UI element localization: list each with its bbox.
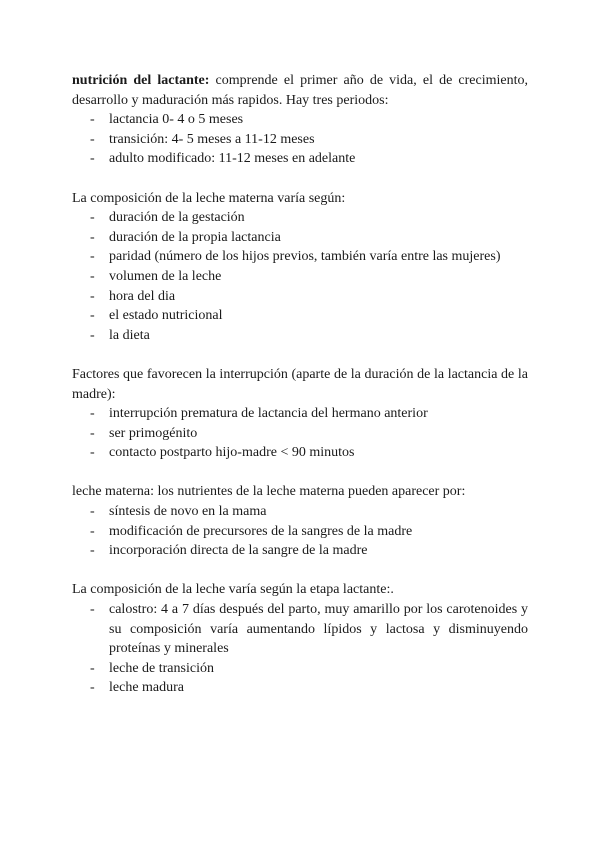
list-item — [72, 306, 528, 326]
bullet-dash: - — [90, 308, 95, 324]
bullet-dash: - — [90, 602, 95, 618]
list-item-text: interrupción prematura de lactancia del hermano anterior — [109, 406, 428, 422]
bullet-dash: - — [90, 151, 95, 167]
bullet-dash: - — [90, 680, 95, 696]
bullet-dash: - — [90, 268, 95, 284]
bullet-list — [72, 502, 528, 561]
section-intro: La composición de la leche varía según la etapa lactante:. — [72, 582, 394, 598]
section-intro: leche materna: los nutrientes de la leche materna pueden aparecer por: — [72, 484, 466, 500]
bullet-dash: - — [90, 288, 95, 304]
list-item — [72, 130, 528, 150]
list-item-text: leche madura — [109, 680, 185, 696]
list-item-text: ser primogénito — [109, 425, 198, 441]
list-item — [72, 267, 528, 287]
list-item-text: leche de transición — [109, 660, 214, 676]
section-nutrientes-leche — [72, 482, 528, 560]
bullet-dash: - — [90, 504, 95, 520]
list-item — [72, 443, 528, 463]
list-item — [72, 502, 528, 522]
list-item-text: paridad (número de los hijos previos, también varía entre las mujeres) — [109, 249, 501, 265]
bullet-list — [72, 110, 528, 169]
list-item-text: modificación de precursores de la sangres de la madre — [109, 523, 413, 539]
bullet-list — [72, 208, 528, 345]
list-item-text: adulto modificado: 11-12 meses en adelante — [109, 151, 356, 167]
list-item — [72, 522, 528, 542]
document-body — [72, 71, 528, 718]
section-heading: nutrición del lactante: — [72, 73, 210, 88]
list-item-text: síntesis de novo en la mama — [109, 504, 267, 520]
bullet-dash: - — [90, 229, 95, 245]
list-item-text: lactancia 0- 4 o 5 meses — [109, 112, 244, 128]
list-item-text: contacto postparto hijo-madre < 90 minutos — [109, 445, 355, 461]
list-item-text: calostro: 4 a 7 días después del parto, muy amarillo por los carotenoides y su composición varía aumentando lípidos y lactosa y disminuyendo proteínas y minerales — [109, 602, 528, 657]
bullet-dash: - — [90, 210, 95, 226]
bullet-dash: - — [90, 131, 95, 147]
list-item — [72, 659, 528, 679]
list-item — [72, 228, 528, 248]
list-item-text: el estado nutricional — [109, 308, 223, 324]
section-nutricion-lactante — [72, 71, 528, 169]
bullet-dash: - — [90, 112, 95, 128]
list-item-text: duración de la propia lactancia — [109, 229, 281, 245]
bullet-dash: - — [90, 327, 95, 343]
list-item-text: volumen de la leche — [109, 268, 222, 284]
bullet-list — [72, 600, 528, 698]
bullet-dash: - — [90, 425, 95, 441]
bullet-dash: - — [90, 523, 95, 539]
section-factores-interrupcion — [72, 365, 528, 463]
bullet-dash: - — [90, 445, 95, 461]
list-item-text: transición: 4- 5 meses a 11-12 meses — [109, 131, 315, 147]
list-item — [72, 678, 528, 698]
section-intro: La composición de la leche materna varía según: — [72, 190, 346, 206]
list-item — [72, 110, 528, 130]
section-intro — [72, 71, 528, 110]
list-item — [72, 424, 528, 444]
list-item — [72, 287, 528, 307]
list-item-text: la dieta — [109, 327, 150, 343]
bullet-dash: - — [90, 660, 95, 676]
list-item — [72, 404, 528, 424]
bullet-dash: - — [90, 249, 95, 265]
list-item — [72, 208, 528, 228]
list-item-text: incorporación directa de la sangre de la madre — [109, 543, 368, 559]
list-item — [72, 247, 528, 267]
section-composicion-leche-materna — [72, 189, 528, 346]
section-etapa-lactante — [72, 580, 528, 698]
bullet-dash: - — [90, 543, 95, 559]
list-item — [72, 600, 528, 659]
section-intro: Factores que favorecen la interrupción (aparte de la duración de la lactancia de la madre): — [72, 366, 528, 402]
list-item — [72, 149, 528, 169]
section-intro-text: comprende el primer año de vida, el de crecimiento, desarrollo y maduración más rapidos. Hay tres periodos: — [72, 73, 528, 108]
list-item-text: hora del dia — [109, 288, 176, 304]
bullet-dash: - — [90, 406, 95, 422]
bullet-list — [72, 404, 528, 463]
list-item-text: duración de la gestación — [109, 210, 245, 226]
list-item — [72, 326, 528, 346]
list-item — [72, 541, 528, 561]
